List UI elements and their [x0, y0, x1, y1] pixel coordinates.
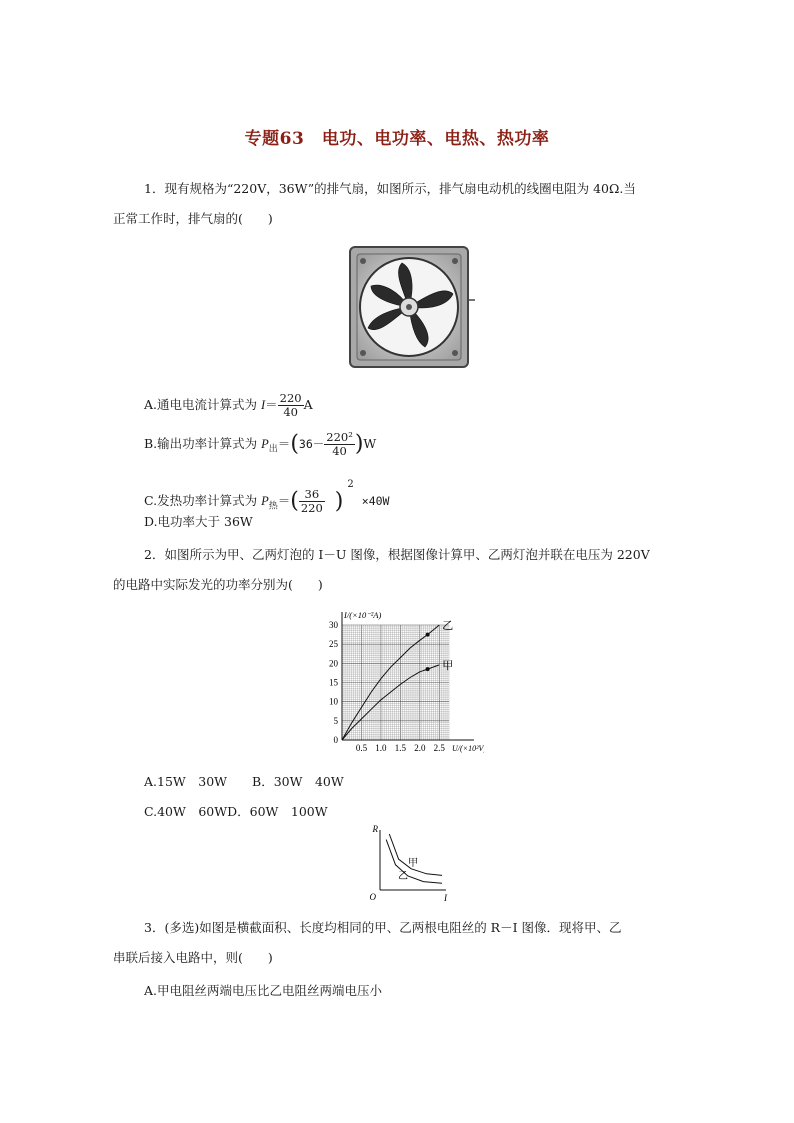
exhaust-fan-icon [349, 246, 475, 370]
x-axis-label: U/(×10²V) [452, 744, 484, 753]
x-tick-label: 1.5 [394, 743, 406, 753]
fraction-numerator: 220² [326, 430, 353, 444]
q1-option-a-prefix: A.通电电流计算式为 [144, 397, 261, 412]
q1-option-b-fraction [324, 431, 355, 458]
q1-option-a-unit: A [303, 397, 313, 412]
series-label: 乙 [398, 871, 408, 882]
q3-option-a[interactable]: A.甲电阻丝两端电压比乙电阻丝两端电压小 [144, 983, 383, 998]
q1-option-b-prefix: B.输出功率计算式为 [144, 436, 262, 451]
origin-label: O [369, 892, 376, 902]
y-tick-label: 15 [329, 677, 338, 688]
series-label: 乙 [442, 620, 454, 632]
data-point [426, 667, 430, 671]
y-tick-label: 0 [333, 735, 338, 745]
fraction-denominator: 220 [300, 501, 323, 515]
q1-option-b-lead: 36－ [298, 437, 325, 451]
x-axis-label: I [444, 893, 447, 903]
y-tick-label: 25 [329, 639, 338, 650]
x-tick-label: 1.0 [375, 743, 387, 753]
exponent: 2 [347, 479, 354, 490]
y-tick-label: 20 [329, 658, 338, 669]
iu-chart [314, 606, 484, 758]
series-label: 甲 [442, 659, 454, 672]
y-tick-label: 5 [333, 715, 338, 726]
x-tick-label: 0.5 [355, 743, 368, 753]
x-tick-label: 2.0 [414, 743, 426, 753]
y-tick-label: 10 [329, 696, 338, 707]
q3-stem-line1: 3．(多选)如图是横截面积、长度均相同的甲、乙两根电阻丝的 R－I 图像．现将甲、乙 [144, 920, 622, 935]
x-tick-label: 2.5 [433, 743, 445, 753]
series-label: 甲 [408, 858, 418, 869]
q1-option-b-unit: W [363, 436, 377, 451]
y-tick-label: 30 [329, 620, 338, 630]
ri-chart-svg [366, 824, 452, 904]
q1-option-a[interactable]: A.通电电流计算式为 I＝ $\frac{220}{40}$ A [144, 391, 313, 419]
power-subscript: 热 [268, 501, 278, 512]
power-subscript: 出 [268, 444, 278, 455]
exhaust-fan-image [349, 246, 475, 374]
y-axis-label: R [372, 824, 378, 834]
fraction-denominator: 40 [332, 444, 347, 458]
fraction-numerator: 36 [299, 488, 325, 502]
current-symbol: I [260, 398, 266, 412]
fraction-denominator: 40 [283, 405, 298, 419]
q1-option-c-prefix: C.发热功率计算式为 [144, 493, 262, 508]
fraction-numerator: 220 [279, 391, 302, 405]
q2-options-cd[interactable]: C.40W 60WD．60W 100W [144, 804, 328, 819]
q1-option-b[interactable]: B.输出功率计算式为 $P_出=(36-$ $\frac{\text{220²}}{40}$ )W [144, 430, 377, 458]
q1-stem-line2: 正常工作时，排气扇的( ) [113, 211, 273, 226]
power-symbol: P [261, 494, 269, 508]
series-line-0 [389, 834, 442, 875]
q1-option-d[interactable]: D.电功率大于 36W [144, 514, 253, 529]
q1-option-c-tail: ×40W [361, 494, 390, 508]
power-symbol: P [261, 437, 269, 451]
q2-stem-line2: 的电路中实际发光的功率分别为( ) [113, 577, 323, 592]
q3-stem-line2: 串联后接入电路中，则( ) [113, 950, 273, 965]
q1-option-c[interactable]: C.发热功率计算式为 $P_热=$( $\frac{36}{220}$ )$^2$×40W [144, 479, 390, 515]
q1-option-a-fraction [278, 392, 304, 419]
q1-option-c-fraction [299, 488, 325, 515]
page-title: 专题63 电功、电功率、电热、热功率 [244, 129, 550, 149]
iu-chart-svg [314, 606, 484, 754]
q2-stem-line1: 2．如图所示为甲、乙两灯泡的 I－U 图像，根据图像计算甲、乙两灯泡并联在电压为 220V [144, 547, 650, 562]
y-axis-label: I/(×10⁻²A) [344, 610, 382, 620]
ri-chart [366, 824, 452, 908]
q2-options-ab[interactable]: A.15W 30W B．30W 40W [144, 774, 344, 789]
data-point [426, 633, 430, 637]
q1-stem-line1: 1．现有规格为“220V，36W”的排气扇，如图所示，排气扇电动机的线圈电阻为 40Ω.当 [144, 181, 636, 196]
